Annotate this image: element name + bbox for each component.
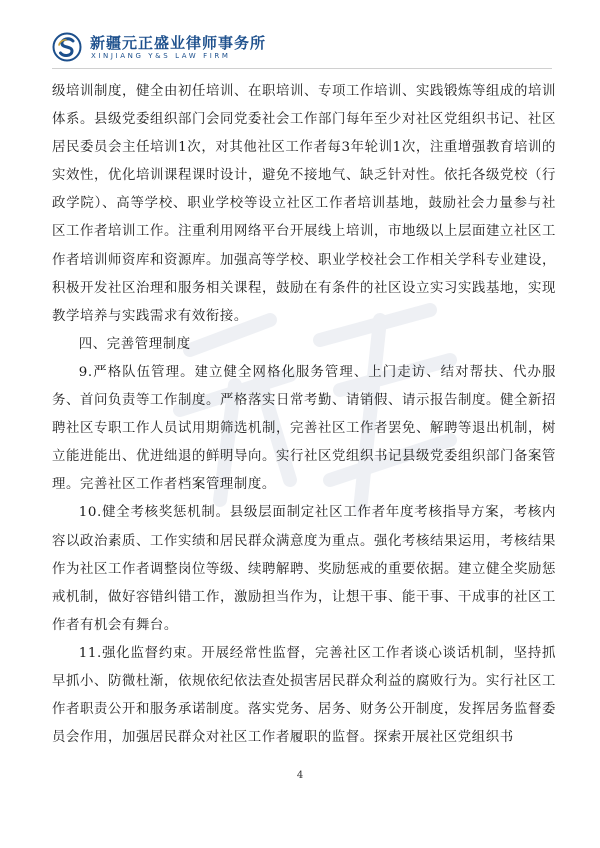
swirl-s-logo-icon: [52, 32, 82, 62]
section-heading-management: 四、完善管理制度: [78, 336, 191, 352]
document-body: [52, 78, 556, 752]
firm-name-cn: 新疆元正盛业律师事务所: [90, 34, 267, 52]
firm-name-en: XINJIANG Y&S LAW FIRM: [91, 52, 231, 60]
paragraph-team-management: 9.严格队伍管理。建立健全网格化服务管理、上门走访、结对帮扶、代办服务、首问负责等工作制度。严格落实日常考勤、请销假、请示报告制度。健全新招聘社区专职工作人员试用期筛选机制，完善社区工作者罢免、解聘等退出机制，树立能进能出、优进绌退的鲜明导向。实行社区党组织书记县级党委组织部门备案管理。完善社区工作者档案管理制度。: [52, 364, 556, 493]
paragraph-supervision: 11.强化监督约束。开展经常性监督，完善社区工作者谈心谈话机制，坚持抓早抓小、防微杜渐，依规依纪依法查处损害居民群众利益的腐败行为。实行社区工作者职责公开和服务承诺制度。落实党务、居务、财务公开制度，发挥居务监督委员会作用，加强居民群众对社区工作者履职的监督。探索开展社区党组织书: [52, 645, 556, 746]
page-number: 4: [296, 770, 304, 781]
paragraph-assessment-mechanism: 10.健全考核奖惩机制。县级层面制定社区工作者年度考核指导方案，考核内容以政治素质、工作实绩和居民群众满意度为重点。强化考核结果运用，考核结果作为社区工作者调整岗位等级、续聘解聘、奖励惩戒的重要依据。建立健全奖励惩戒机制，做好容错纠错工作，激励担当作为，让想干事、能干事、干成事的社区工作者有机会有舞台。: [52, 505, 556, 633]
header-divider: [52, 68, 552, 69]
paragraph-training-system: 级培训制度，健全由初任培训、在职培训、专项工作培训、实践锻炼等组成的培训体系。县级党委组织部门会同党委社会工作部门每年至少对社区党组织书记、社区居民委员会主任培训1次，对其他社区工作者每3年轮训1次，注重增强教育培训的实效性，优化培训课程课时设计，避免不接地气、缺乏针对性。依托各级党校（行政学院）、高等学校、职业学校等设立社区工作者培训基地，鼓励社会力量参与社区工作者培训工作。注重利用网络平台开展线上培训，市地级以上层面建立社区工作者培训师资库和资源库。加强高等学校、职业学校社会工作相关学科专业建设，积极开发社区治理和服务相关课程，鼓励在有条件的社区设立实习实践基地，实现教学培养与实践需求有效衔接。: [52, 84, 556, 324]
